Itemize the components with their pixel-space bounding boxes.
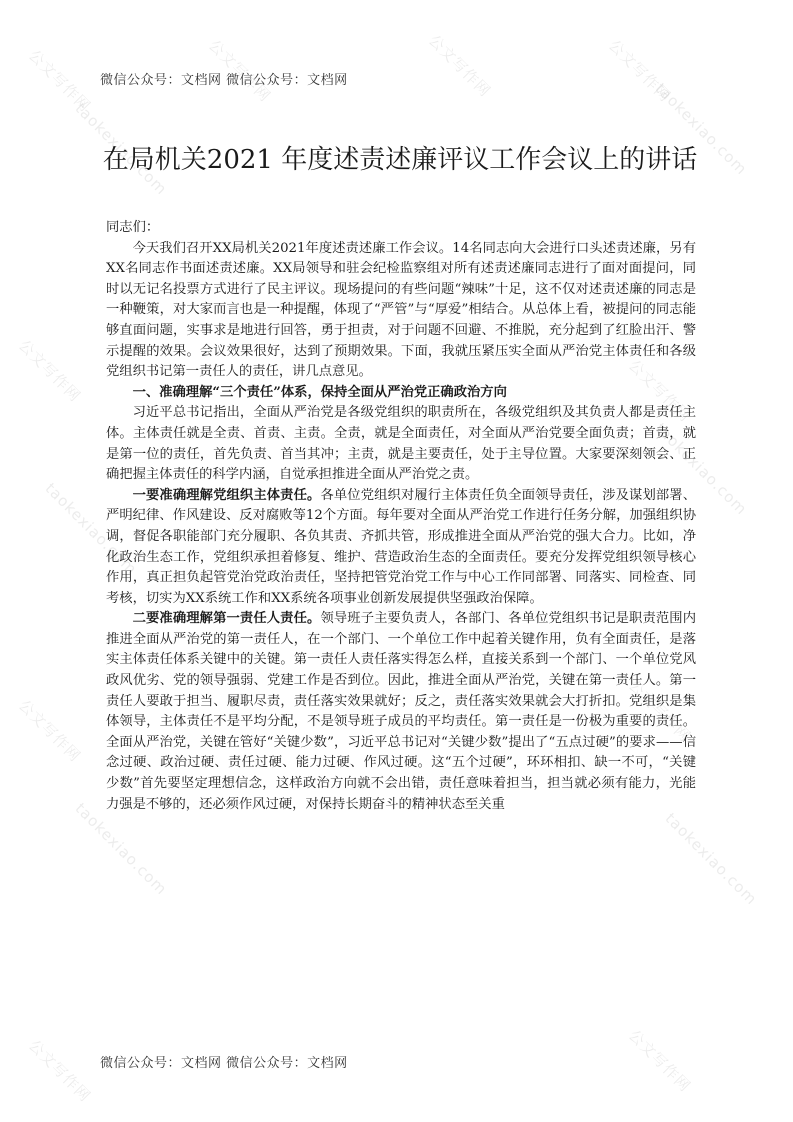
watermark-text: 公文写作网 xyxy=(425,31,495,101)
watermark-text: 公文写作网 xyxy=(25,1036,95,1106)
paragraph xyxy=(106,486,696,610)
watermark-text: taokexiao.com xyxy=(661,809,761,909)
paragraph-body: 各单位党组织对履行主体责任负全面领导责任，涉及谋划部署、严明纪律、作风建设、反对腐败等12个方面。每年要对全面从严治党工作进行任务分解，加强组织协调，督促各职能部门充分履职、各负其责、齐抓共管，形成推进全面从严治党的强大合力。比如，净化政治生态工作，党组织承担着修复、维护、营造政治生态的全面责任。要充分发挥党组织领导核心作用，真正担负起管党治党政治责任，坚持把管党治党工作与中心工作同部署、同落实、同检查、同考核，切实为XX系统工作和XX系统各项事业创新发展提供坚强政治保障。 xyxy=(106,487,697,606)
watermark-text: 公文写作网 xyxy=(625,1026,695,1096)
watermark-text: 公文写作网 xyxy=(205,36,275,106)
document-title: 在局机关2021 年度述责述廉评议工作会议上的讲话 xyxy=(102,145,698,175)
paragraph: 习近平总书记指出，全面从严治党是各级党组织的职责所在，各级党组织及其负责人都是责任主体。主体责任就是全责、首责、主责。全责，就是全面责任，对全面从严治党要全面负责；首责，就是第一位的责任，首先负责、首当其冲；主责，就是主要责任，处于主导位置。大家要深刻领会、正确把握主体责任的科学内涵，自觉承担推进全面从严治党之责。 xyxy=(106,405,696,483)
page-footer: 微信公众号：文档网 微信公众号：文档网 xyxy=(100,1056,348,1071)
watermark-text: taokexiao.com xyxy=(651,79,751,179)
document-body xyxy=(106,218,696,815)
watermark-text: taokexiao.com xyxy=(651,419,751,519)
watermark-text: 公文写作网 xyxy=(625,356,695,426)
watermark-text: taokexiao.com xyxy=(71,99,171,199)
watermark-text: 公文写作网 xyxy=(625,676,695,746)
watermark-text: taokexiao.com xyxy=(41,479,141,579)
watermark-text: 公文写作网 xyxy=(15,336,85,406)
watermark-text: 公文写作网 xyxy=(25,46,95,116)
watermark-text: taokexiao.com xyxy=(71,799,171,899)
watermark-text: 公文写作网 xyxy=(605,36,675,106)
paragraph: 今天我们召开XX局机关2021年度述责述廉工作会议。14名同志向大会进行口头述责述廉，另有XX名同志作书面述责述廉。XX局领导和驻会纪检监察组对所有述责述廉同志进行了面对面提问，同时以无记名投票方式进行了民主评议。现场提问的有些问题“辣味”十足，这不仅对述责述廉的同志是一种鞭策，对大家而言也是一种提醒，体现了“严管”与“厚爱”相结合。从总体上看，被提问的同志能够直面问题，实事求是地进行回答，勇于担责，对于问题不回避、不推脱，充分起到了红脸出汗、警示提醒的效果。会议效果很好，达到了预期效果。下面，我就压紧压实全面从严治党主体责任和各级党组织书记第一责任人的责任，讲几点意见。 xyxy=(106,240,696,380)
paragraph-body: 领导班子主要负责人，各部门、各单位党组织书记是职责范围内推进全面从严治党的第一责任人，在一个部门、一个单位工作中起着关键作用，负有全面责任，是落实主体责任体系关键中的关键。第一责任人责任落实得怎么样，直接关系到一个部门、一个单位党风政风优劣、党的领导强弱、党建工作是否到位。因此，推进全面从严治党，关键在第一责任人。第一责任人要敢于担当、履职尽责，责任落实效果就好；反之，责任落实效果就会大打折扣。党组织是集体领导，主体责任不是平均分配，不是领导班子成员的平均责任。第一责任是一份极为重要的责任。全面从严治党，关键在管好“关键少数”，习近平总书记对“关键少数”提出了“五点过硬”的要求——信念过硬、政治过硬、责任过硬、能力过硬、作风过硬。这“五个过硬”，环环相扣、缺一不可，“关键少数”首先要坚定理想信念，这样政治方向就不会出错，责任意味着担当，担当就必须有能力，光能力强是不够的，还必须作风过硬，对保持长期奋斗的精神状态至关重 xyxy=(106,611,697,812)
page-header: 微信公众号：文档网 微信公众号：文档网 xyxy=(100,73,348,88)
watermark-text: 公文写作网 xyxy=(15,696,85,766)
section-heading: 一、准确理解“三个责任”体系，保持全面从严治党正确政治方向 xyxy=(132,384,507,400)
paragraph-lead: 二要准确理解第一责任人责任。 xyxy=(132,611,321,627)
paragraph xyxy=(106,609,696,815)
paragraph-lead: 一要准确理解党组织主体责任。 xyxy=(132,487,321,503)
salutation: 同志们： xyxy=(106,220,160,235)
